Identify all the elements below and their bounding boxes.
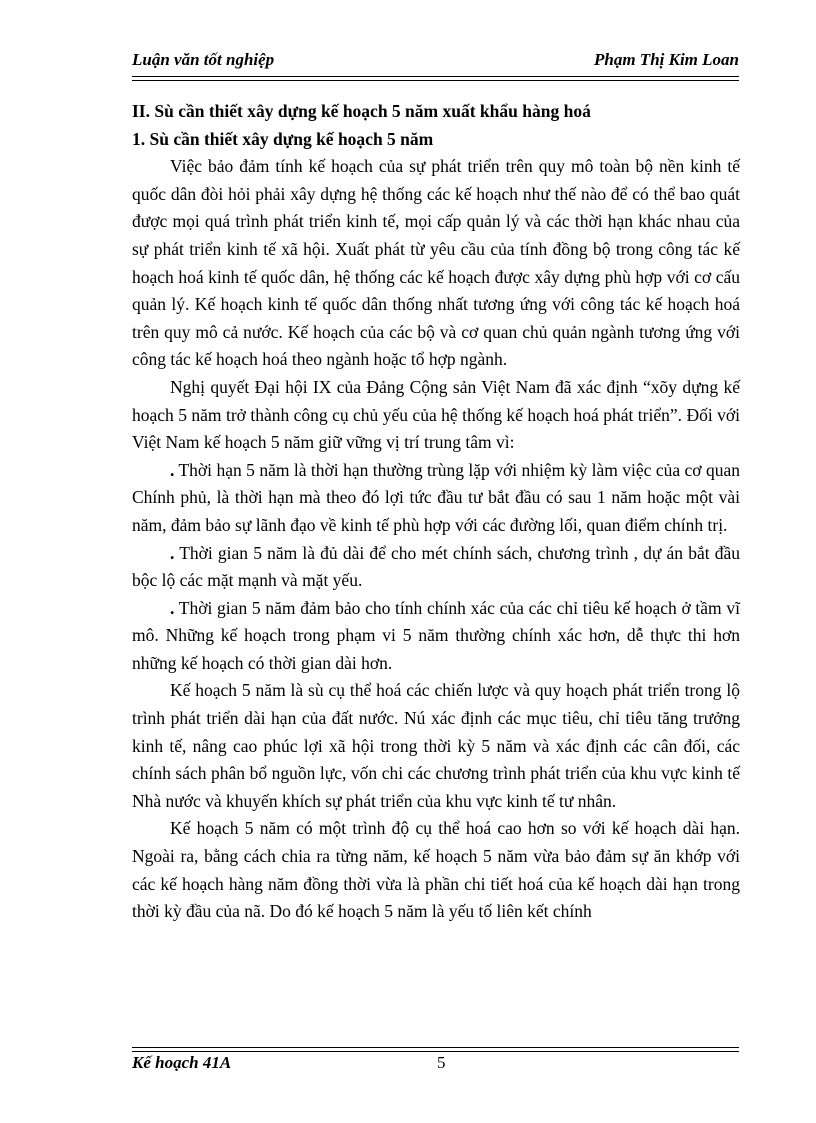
bullet-text-2: Thời gian 5 năm là đủ dài để cho mét chính sách, chương trình , dự án bắt đầu bộc lộ các mặt mạnh và mặt yếu. (132, 542, 741, 591)
header-author-name: Phạm Thị Kim Loan (594, 50, 739, 69)
bullet-text-3: Thời gian 5 năm đảm bảo cho tính chính xác của các chỉ tiêu kế hoạch ở tầm vĩ mô. Những kế hoạch trong phạm vi 5 năm thường chính xác hơn, dễ thực thi hơn những kế hoạch có thời gian dài hơn. (132, 597, 740, 673)
footer-divider (132, 1047, 739, 1052)
section-heading: II. Sù cần thiết xây dựng kế hoạch 5 năm xuất khẩu hàng hoá (132, 101, 591, 121)
bullet-marker: . (170, 542, 175, 563)
paragraph-1: Việc bảo đảm tính kế hoạch của sự phát triển trên quy mô toàn bộ nền kinh tế quốc dân đòi hỏi phải xây dựng hệ thống các kế hoạch như thế nào để có thể bao quát được mọi quá trình phát triển kinh tế, mọi cấp quản lý và các thời hạn khác nhau của sự phát triển kinh tế xã hội. Xuất phát từ yêu cầu của tính đồng bộ trong công tác kế hoạch hoá kinh tế quốc dân, hệ thống các kế hoạch được xây dựng phù hợp với cơ cấu quản lý. Kế hoạch kinh tế quốc dân thống nhất tương ứng với công tác kế hoạch hoá trên quy mô cả nước. Kế hoạch của các bộ và cơ quan chủ quản ngành tương ứng với công tác kế hoạch hoá theo ngành hoặc tổ hợp ngành. (132, 156, 740, 370)
footer-class-label: Kế hoạch 41A (132, 1053, 232, 1072)
header-thesis-label: Luận văn tốt nghiệp (132, 50, 275, 69)
bullet-item-3 (132, 595, 740, 678)
paragraph-4: Kế hoạch 5 năm có một trình độ cụ thể hoá cao hơn so với kế hoạch dài hạn. Ngoài ra, bằng cách chia ra từng năm, kế hoạch 5 năm vừa bảo đảm sự ăn khớp với các kế hoạch hàng năm đồng thời vừa là phần chi tiết hoá của kế hoạch dài hạn trong thời kỳ đầu của nã. Do đó kế hoạch 5 năm là yếu tố liên kết chính (132, 818, 740, 922)
bullet-item-1 (132, 457, 740, 540)
bullet-marker: . (170, 597, 175, 618)
bullet-marker: . (170, 459, 175, 480)
document-body (132, 98, 740, 926)
paragraph-2: Nghị quyết Đại hội IX của Đảng Cộng sản Việt Nam đã xác định “xõy dựng kế hoạch 5 năm trở thành công cụ chủ yếu của hệ thống kế hoạch hoá phát triển”. Đối với Việt Nam kế hoạch 5 năm giữ vững vị trí trung tâm vì: (132, 376, 740, 453)
header-divider (132, 76, 739, 81)
subsection-heading: 1. Sù cần thiết xây dựng kế hoạch 5 năm (132, 128, 434, 149)
bullet-item-2 (132, 540, 740, 595)
page-number: 5 (437, 1053, 446, 1072)
paragraph-3: Kế hoạch 5 năm là sù cụ thể hoá các chiến lược và quy hoạch phát triển trong lộ trình phát triển dài hạn của đất nước. Nú xác định các mục tiêu, chỉ tiêu tăng trưởng kinh tế, nâng cao phúc lợi xã hội trong thời kỳ 5 năm và xác định các cân đối, các chính sách phân bổ nguồn lực, vốn chi các chương trình phát triển của khu vực kinh tế Nhà nước và khuyến khích sự phát triển của khu vực kinh tế tư nhân. (132, 680, 740, 811)
bullet-text-1: Thời hạn 5 năm là thời hạn thường trùng lặp với nhiệm kỳ làm việc của cơ quan Chính phủ, là thời hạn mà theo đó lợi tức đầu tư bắt đầu có sau 1 năm hoặc một vài năm, đảm bảo sự lãnh đạo về kinh tế phù hợp với các đường lối, quan điểm chính trị. (132, 459, 740, 535)
